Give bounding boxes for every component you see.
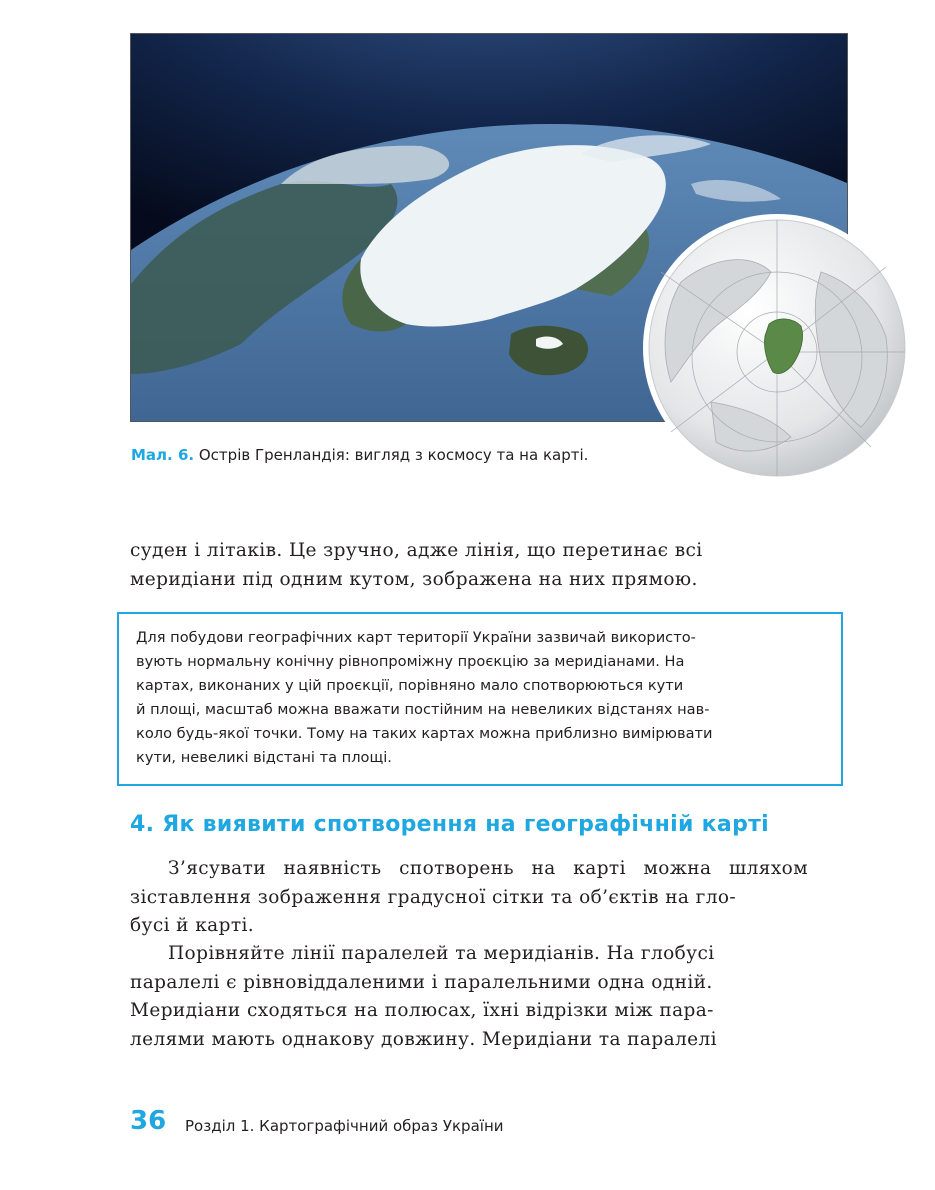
body-paragraph-1 bbox=[130, 537, 846, 594]
globe-inset-map bbox=[641, 212, 913, 484]
info-line: кути, невеликі відстані та площі. bbox=[136, 749, 392, 766]
text-line: меридіани під одним кутом, зображена на них прямою. bbox=[130, 568, 698, 590]
body-paragraph-2 bbox=[130, 855, 846, 941]
text-line: З’ясувати наявність спотворень на карті можна шляхом bbox=[168, 858, 808, 879]
text-line: зіставлення зображення градусної сітки та об’єктів на гло- bbox=[130, 886, 737, 908]
chapter-title: Розділ 1. Картографічний образ України bbox=[185, 1117, 504, 1135]
info-line: Для побудови географічних карт території України зазвичай використо- bbox=[136, 629, 696, 646]
info-line: картах, виконаних у цій проєкції, порівняно мало спотворюються кути bbox=[136, 677, 684, 694]
info-box bbox=[117, 612, 843, 786]
page-number: 36 bbox=[130, 1106, 167, 1136]
body-paragraph-3 bbox=[130, 940, 846, 1054]
info-line: коло будь-якої точки. Тому на таких картах можна приблизно вимірювати bbox=[136, 725, 713, 742]
info-line: й площі, масштаб можна вважати постійним на невеликих відстанях нав- bbox=[136, 701, 710, 718]
figure-caption-text: Острів Гренландія: вигляд з космосу та на карті. bbox=[198, 446, 589, 464]
text-line: Порівняйте лінії паралелей та меридіанів. На глобусі bbox=[168, 943, 715, 964]
section-heading: 4. Як виявити спотворення на географічній карті bbox=[130, 812, 770, 837]
text-line: бусі й карті. bbox=[130, 915, 255, 936]
figure-label: Мал. 6. bbox=[131, 446, 195, 464]
text-line: лелями мають однакову довжину. Меридіани та паралелі bbox=[130, 1028, 717, 1050]
info-line: вують нормальну конічну рівнопроміжну проєкцію за меридіанами. На bbox=[136, 653, 685, 670]
text-line: Меридіани сходяться на полюсах, їхні відрізки між пара- bbox=[130, 1000, 714, 1021]
text-line: паралелі є рівновіддаленими і паралельними одна одній. bbox=[130, 971, 713, 993]
figure-caption bbox=[131, 446, 588, 464]
text-line: суден і літаків. Це зручно, адже лінія, що перетинає всі bbox=[130, 540, 703, 561]
